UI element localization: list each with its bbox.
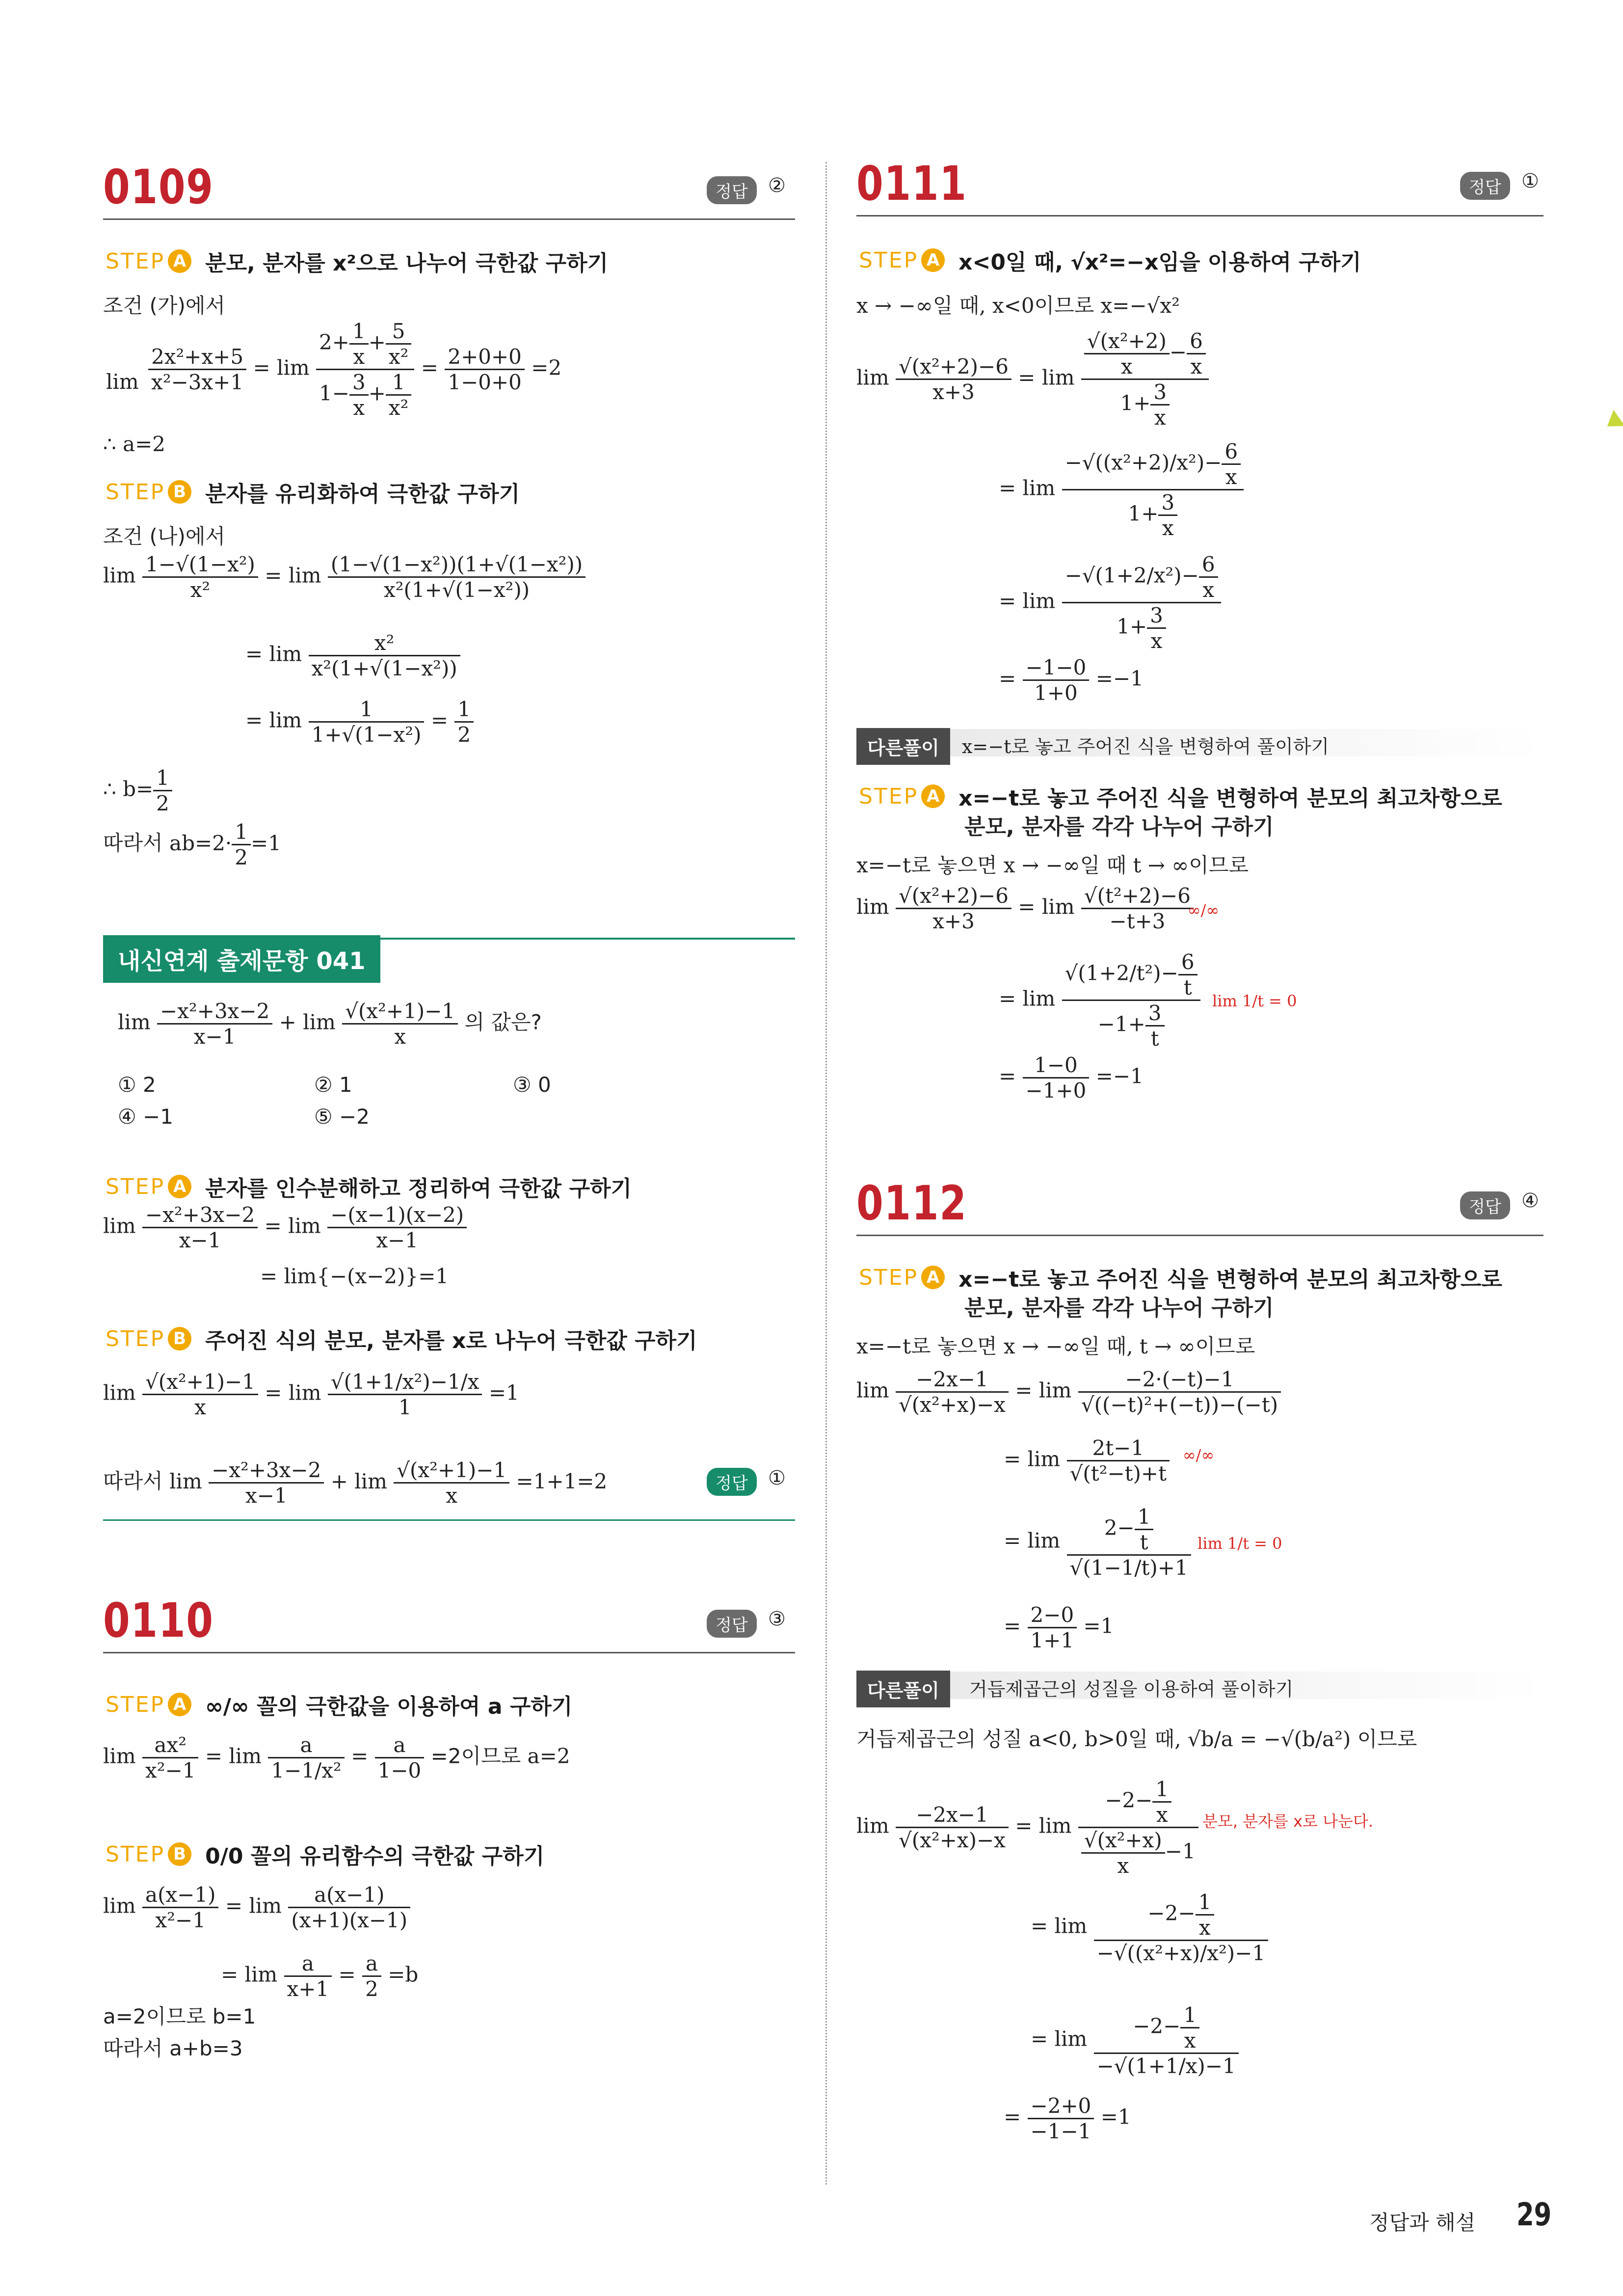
header-rule: [103, 218, 795, 220]
step-label: STEP: [859, 247, 919, 273]
step-label: STEP: [106, 1841, 165, 1867]
header-rule: [856, 1235, 1543, 1236]
alt-solution-badge: 다른풀이: [856, 728, 950, 765]
linked-eq-a1: lim $\frac{\text{−x²+3x−2}}{x-1}$ = lim $\frac{-(x-1)(x-2)}{x-1}$: [103, 1203, 467, 1252]
linked-question: lim $\frac{\text{−x²+3x−2}}{x-1}$ + lim $\frac{\text{√(x²+1)−1}}{x}$ 의 값은?: [118, 999, 542, 1049]
step-label: STEP: [106, 1326, 165, 1351]
eq-0110-b1: lim $\frac{a(x-1)}{\text{x²−1}}$ = lim $\frac{a(x-1)}{(x+1)(x-1)}$: [103, 1883, 410, 1932]
eq-0111-3: = lim −√(1+2/x²)− $\frac{6}{x}$ 1+ $\frac{3}{x}$: [999, 552, 1221, 653]
alt-solution-desc: x=−t로 놓고 주어진 식을 변형하여 풀이하기: [962, 736, 1330, 757]
alt-condition-line: 거듭제곱근의 성질 a<0, b>0일 때, √b/a = −√(b/a²) 이므로: [856, 1727, 1417, 1751]
limit-equation-2b: = lim $\frac{\text{x²}}{\text{x²(1+√(1−x²))}}$: [245, 631, 460, 680]
answer-value: ①: [768, 1467, 786, 1489]
eq-0111-1: lim $\frac{\text{√(x²+2)−6}}{x+3}$ = lim $\frac{\text{√(x²+2)}}{x}$ − $\frac{6}{x}$ 1+ $\frac{3}{x}$: [856, 329, 1209, 430]
step-b-heading: [106, 476, 520, 508]
step-letter: A: [168, 1175, 191, 1198]
alt-solution-badge: 다른풀이: [856, 1671, 950, 1707]
answer-value: ①: [1521, 170, 1539, 192]
condition-line: x=−t로 놓으면 x → −∞일 때, t → ∞이므로: [856, 1334, 1255, 1358]
limit-equation-2c: = lim $\frac{1}{\text{1+√(1−x²)}}$ = $\frac{1}{2}$: [245, 697, 474, 747]
step-a-heading: [859, 1262, 1502, 1293]
step-letter: A: [921, 1266, 945, 1289]
answer-badge: 정답: [707, 1468, 757, 1496]
problem-number: 0109: [103, 160, 214, 215]
step-title: 주어진 식의 분모, 분자를 x로 나누어 극한값 구하기: [205, 1328, 697, 1353]
footer-section-label: 정답과 해설: [1369, 2211, 1476, 2235]
step-letter: B: [168, 1327, 191, 1351]
eq-0111-2: = lim −√((x²+2)/x²)− $\frac{6}{x}$ 1+ $\frac{3}{x}$: [999, 439, 1244, 540]
note-inf-over-inf: ∞/∞: [1188, 901, 1220, 919]
result-a: ∴ a=2: [103, 432, 166, 456]
limit-equation-1: lim $\frac{\text{2x²+x+5}}{\text{x²−3x+1}}$ = lim 2+ $\frac{1}{x}$ + $\frac{5}{\text{x²}}$ 1− $\frac{3}{x}$ + $\frac{1}{\text{x²}}$ = $\frac{2+0+0}{1-0+0}$ =2: [103, 319, 561, 420]
linked-eq-a2: = lim{−(x−2)}=1: [260, 1264, 449, 1288]
choice-3: ③ 0: [513, 1073, 551, 1097]
problem-0109-header: [103, 160, 795, 223]
alt-step-a-heading: [859, 781, 1502, 812]
step-title: x=−t로 놓고 주어진 식을 변형하여 분모의 최고차항으로: [958, 1267, 1502, 1292]
problem-0111-header: [856, 156, 1543, 220]
step-a-heading: [106, 1171, 632, 1202]
eq-0112-4: = $\frac{2-0}{1+1}$ =1: [1004, 1603, 1114, 1652]
eq-0111-4: = $\frac{-1-0}{1+0}$ =−1: [999, 655, 1144, 705]
choice-4: ④ −1: [118, 1105, 173, 1129]
alt-eq-3: = lim −2− $\frac{1}{x}$ −√(1+1/x)−1: [1031, 2003, 1239, 2078]
problem-number: 0110: [103, 1593, 214, 1648]
problem-number: 0111: [856, 156, 967, 211]
step-b-heading: [106, 1838, 544, 1870]
alt-eq-2: = lim −2− $\frac{1}{x}$ −√((x²+x)/x²)−1: [1031, 1890, 1268, 1965]
problem-0112-header: [856, 1176, 1543, 1240]
result-line-2: 따라서 a+b=3: [103, 2036, 243, 2060]
alt-eq-2: = lim √(1+2/t²)− $\frac{6}{t}$ −1+ $\frac{3}{t}$: [999, 950, 1200, 1051]
alt-condition-line: x=−t로 놓으면 x → −∞일 때 t → ∞이므로: [856, 853, 1249, 877]
final-ab: 따라서 ab=2· $\frac{1}{2}$ =1: [103, 820, 281, 869]
step-letter: A: [168, 1693, 191, 1716]
linked-problem-rule: [103, 938, 795, 940]
step-label: STEP: [106, 1174, 165, 1199]
step-title: 분모, 분자를 x²으로 나누어 극한값 구하기: [205, 251, 609, 276]
step-a-heading: [106, 245, 608, 277]
step-title: x<0일 때, √x²=−x임을 이용하여 구하기: [958, 250, 1361, 275]
eq-0112-2: = lim $\frac{2t-1}{\text{√(t²−t)+t}}$: [1004, 1436, 1170, 1486]
fraction: $\frac{\text{2x²+x+5}}{\text{x²−3x+1}}$: [148, 345, 246, 394]
step-label: STEP: [859, 1265, 919, 1290]
note-divide-by-x: 분모, 분자를 x로 나눈다.: [1202, 1812, 1374, 1831]
eq-0110-b2: = lim $\frac{a}{x+1}$ = $\frac{a}{2}$ =b: [221, 1951, 419, 2001]
limit-equation-2a: lim $\frac{\text{1−√(1−x²)}}{\text{x²}}$ = lim $\frac{\text{(1−√(1−x²))(1+√(1−x²))}}{\text{x²(1+√(1−x²))}}$: [103, 552, 585, 602]
answer-badge: 정답: [707, 1610, 757, 1638]
eq-0112-3: = lim 2− $\frac{1}{t}$ √(1−1/t)+1: [1004, 1505, 1191, 1580]
eq-0110-a: lim $\frac{\text{ax²}}{\text{x²−1}}$ = lim $\frac{a}{\text{1−1/x²}}$ = $\frac{a}{1-0}$ =2이므로 a=2: [103, 1733, 570, 1783]
column-divider: [825, 162, 827, 2185]
result-line-1: a=2이므로 b=1: [103, 2004, 256, 2028]
step-title-cont: 분모, 분자를 각각 나누어 구하기: [964, 1296, 1274, 1321]
condition-line: x → −∞일 때, x<0이므로 x=−√x²: [856, 294, 1180, 318]
step-letter: B: [168, 480, 191, 504]
step-title: 0/0 꼴의 유리함수의 극한값 구하기: [205, 1844, 545, 1869]
choice-2: ② 1: [314, 1073, 352, 1097]
fraction: 2+ $\frac{1}{x}$ + $\frac{5}{\text{x²}}$ 1− $\frac{3}{x}$ + $\frac{1}{\text{x²}}$: [316, 319, 414, 420]
alt-eq-1: lim $\frac{\text{√(x²+2)−6}}{x+3}$ = lim $\frac{\text{√(t²+2)−6}}{-t+3}$: [856, 884, 1194, 933]
step-letter: A: [921, 784, 945, 808]
header-rule: [103, 1652, 795, 1653]
step-label: STEP: [106, 1692, 165, 1717]
step-label: STEP: [106, 248, 165, 274]
step-label: STEP: [859, 783, 919, 809]
step-letter: A: [921, 248, 945, 272]
step-a-heading: [106, 1689, 572, 1720]
step-title: ∞/∞ 꼴의 극한값을 이용하여 a 구하기: [205, 1694, 573, 1719]
condition-text: 조건 (나)에서: [103, 524, 225, 548]
problem-number: 0112: [856, 1176, 967, 1231]
linked-final: 따라서 lim $\frac{\text{−x²+3x−2}}{x-1}$ + lim $\frac{\text{√(x²+1)−1}}{x}$ =1+1=2: [103, 1458, 608, 1508]
step-title: 분자를 인수분해하고 정리하여 극한값 구하기: [205, 1176, 632, 1201]
linked-bottom-rule: [103, 1519, 795, 1521]
answer-badge: 정답: [1460, 1191, 1510, 1219]
header-rule: [856, 215, 1543, 216]
limit-expr: lim: [106, 369, 139, 394]
linked-eq-b: lim $\frac{\text{√(x²+1)−1}}{x}$ = lim $\frac{\text{√(1+1/x²)−1/x}}{1}$ =1: [103, 1370, 519, 1419]
note-limit-zero: lim 1/t = 0: [1197, 1534, 1282, 1553]
condition-text: 조건 (가)에서: [103, 294, 225, 318]
page-number: 29: [1517, 2197, 1552, 2233]
answer-badge: 정답: [1460, 172, 1510, 200]
choice-1: ① 2: [118, 1073, 156, 1097]
step-title-cont: 분모, 분자를 각각 나누어 구하기: [964, 814, 1274, 839]
alt-eq-1: lim $\frac{-2x-1}{\text{√(x²+x)−x}}$ = lim −2− $\frac{1}{x}$ $\frac{\text{√(x²+x)}}{x}$ −1: [856, 1777, 1198, 1878]
fraction: $\frac{2+0+0}{1-0+0}$: [445, 345, 525, 394]
problem-0110-header: [103, 1593, 795, 1657]
step-letter: B: [168, 1842, 191, 1866]
answer-value: ③: [768, 1608, 786, 1630]
step-title: 분자를 유리화하여 극한값 구하기: [205, 482, 520, 507]
step-a-heading: [859, 244, 1361, 276]
step-title: x=−t로 놓고 주어진 식을 변형하여 분모의 최고차항으로: [958, 786, 1502, 811]
step-b-heading: [106, 1323, 697, 1354]
answer-value: ②: [768, 174, 786, 197]
step-label: STEP: [106, 479, 165, 505]
eq-0112-1: lim $\frac{-2x-1}{\text{√(x²+x)−x}}$ = lim $\frac{-2\cdot(-t)-1}{\text{√((−t)²+(−t))−(−t)}}$: [856, 1367, 1281, 1417]
step-letter: A: [168, 249, 191, 273]
alt-eq-4: = $\frac{-2+0}{-1-1}$ =1: [1004, 2094, 1131, 2143]
answer-badge: 정답: [707, 176, 757, 204]
note-inf-over-inf: ∞/∞: [1183, 1446, 1215, 1464]
alt-solution-desc: 거듭제곱근의 성질을 이용하여 풀이하기: [969, 1678, 1294, 1700]
answer-value: ④: [1521, 1189, 1539, 1212]
note-limit-zero: lim 1/t = 0: [1212, 992, 1297, 1010]
alt-eq-3: = $\frac{1-0}{-1+0}$ =−1: [999, 1053, 1144, 1103]
result-b: ∴ b= $\frac{1}{2}$: [103, 766, 172, 815]
linked-problem-title: 내신연계 출제문항 041: [103, 935, 380, 983]
choice-5: ⑤ −2: [314, 1105, 370, 1129]
corner-marker: [1601, 410, 1623, 434]
